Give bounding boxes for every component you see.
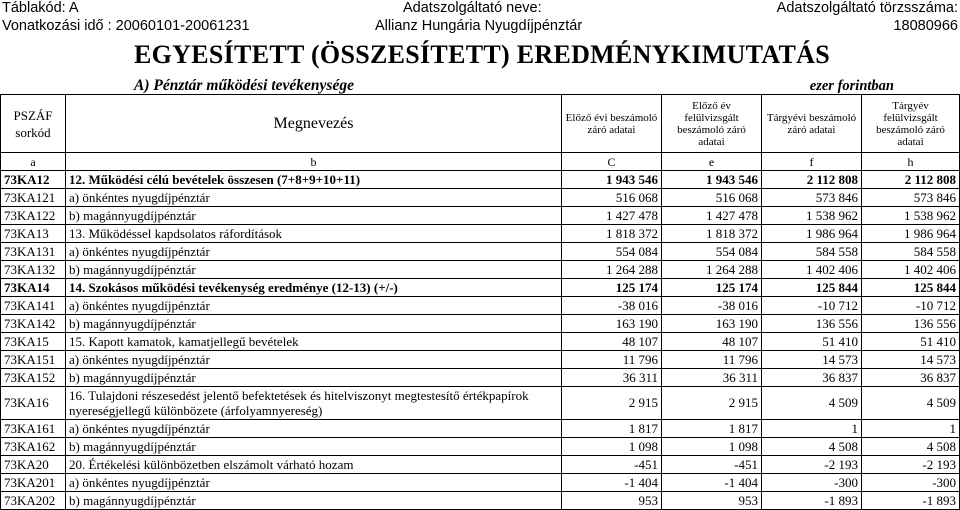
row-code: 73KA132 <box>1 261 66 279</box>
row-value-h: -10 712 <box>862 297 960 315</box>
row-value-f: 36 837 <box>762 369 862 387</box>
header-c: Előző évi beszámoló záró adatai <box>562 95 662 153</box>
row-value-c: 1 817 <box>562 420 662 438</box>
column-header-row <box>1 95 960 153</box>
row-value-e: 1 943 546 <box>662 171 762 189</box>
row-value-f: 4 508 <box>762 438 862 456</box>
row-value-e: -38 016 <box>662 297 762 315</box>
letter-c: C <box>562 153 662 171</box>
row-code: 73KA151 <box>1 351 66 369</box>
provider-name-value: Allianz Hungária Nyugdíjpénztár <box>375 18 583 34</box>
row-name: 15. Kapott kamatok, kamatjellegű bevételek <box>66 333 562 351</box>
reference-period: Vonatkozási idő : 20060101-20061231 <box>2 18 250 34</box>
row-value-e: 2 915 <box>662 387 762 420</box>
table-row <box>1 207 960 225</box>
row-value-c: 36 311 <box>562 369 662 387</box>
row-name: b) magánnyugdíjpénztár <box>66 492 562 510</box>
row-code: 73KA14 <box>1 279 66 297</box>
table-row <box>1 474 960 492</box>
row-name: a) önkéntes nyugdíjpénztár <box>66 189 562 207</box>
row-value-c: 1 427 478 <box>562 207 662 225</box>
table-row <box>1 225 960 243</box>
row-value-e: 1 817 <box>662 420 762 438</box>
row-code: 73KA141 <box>1 297 66 315</box>
row-code: 73KA131 <box>1 243 66 261</box>
row-value-h: 136 556 <box>862 315 960 333</box>
row-value-h: 51 410 <box>862 333 960 351</box>
row-value-e: 11 796 <box>662 351 762 369</box>
row-name: 16. Tulajdoni részesedést jelentő befektetések és hitelviszonyt megtestesítő értékpapírok nyereségjellegű különbözete (árfolyamnyereség) <box>66 387 562 420</box>
row-code: 73KA16 <box>1 387 66 420</box>
row-value-f: 125 844 <box>762 279 862 297</box>
row-value-e: 1 264 288 <box>662 261 762 279</box>
header-name: Megnevezés <box>66 95 562 153</box>
row-name: 20. Értékelési különbözetben elszámolt várható hozam <box>66 456 562 474</box>
row-value-e: -1 404 <box>662 474 762 492</box>
row-code: 73KA121 <box>1 189 66 207</box>
row-name: a) önkéntes nyugdíjpénztár <box>66 351 562 369</box>
row-name: 12. Működési célú bevételek összesen (7+8+9+10+11) <box>66 171 562 189</box>
row-value-c: -1 404 <box>562 474 662 492</box>
row-value-f: 14 573 <box>762 351 862 369</box>
table-row <box>1 243 960 261</box>
row-value-c: 1 098 <box>562 438 662 456</box>
row-name: a) önkéntes nyugdíjpénztár <box>66 243 562 261</box>
table-row <box>1 261 960 279</box>
row-value-f: -10 712 <box>762 297 862 315</box>
row-value-e: 953 <box>662 492 762 510</box>
row-value-h: 1 986 964 <box>862 225 960 243</box>
row-value-f: -300 <box>762 474 862 492</box>
header-h: Tárgyév felülvizsgált beszámoló záró adatai <box>862 95 960 153</box>
row-name: 14. Szokásos működési tevékenység eredménye (12-13) (+/-) <box>66 279 562 297</box>
row-value-c: -451 <box>562 456 662 474</box>
report-title: EGYESÍTETT (ÖSSZESÍTETT) EREDMÉNYKIMUTATÁS <box>134 40 831 69</box>
header-e: Előző év felülvizsgált beszámoló záró adatai <box>662 95 762 153</box>
row-value-e: 125 174 <box>662 279 762 297</box>
provider-name-label: Adatszolgáltató neve: <box>403 0 542 16</box>
row-value-c: 163 190 <box>562 315 662 333</box>
letter-f: f <box>762 153 862 171</box>
row-value-c: 1 264 288 <box>562 261 662 279</box>
table-row <box>1 438 960 456</box>
row-value-c: 953 <box>562 492 662 510</box>
row-code: 73KA13 <box>1 225 66 243</box>
row-code: 73KA201 <box>1 474 66 492</box>
table-row <box>1 171 960 189</box>
row-code: 73KA152 <box>1 369 66 387</box>
table-row <box>1 420 960 438</box>
row-value-h: 1 <box>862 420 960 438</box>
row-value-e: 516 068 <box>662 189 762 207</box>
row-value-h: 36 837 <box>862 369 960 387</box>
row-value-e: 1 427 478 <box>662 207 762 225</box>
table-row <box>1 387 960 420</box>
table-row <box>1 492 960 510</box>
row-name: a) önkéntes nyugdíjpénztár <box>66 474 562 492</box>
row-value-f: 1 986 964 <box>762 225 862 243</box>
row-name: b) magánnyugdíjpénztár <box>66 261 562 279</box>
row-name: 13. Működéssel kapdsolatos ráfordítások <box>66 225 562 243</box>
row-value-h: 125 844 <box>862 279 960 297</box>
letter-h: h <box>862 153 960 171</box>
letter-a: a <box>1 153 66 171</box>
row-code: 73KA162 <box>1 438 66 456</box>
row-value-f: 573 846 <box>762 189 862 207</box>
row-value-e: 1 818 372 <box>662 225 762 243</box>
row-value-h: -2 193 <box>862 456 960 474</box>
currency-unit: ezer forintban <box>809 78 894 94</box>
row-value-f: 1 <box>762 420 862 438</box>
row-value-f: -2 193 <box>762 456 862 474</box>
provider-id-value: 18080966 <box>893 18 958 34</box>
row-value-f: 4 509 <box>762 387 862 420</box>
provider-id-label: Adatszolgáltató törzsszáma: <box>776 0 958 16</box>
table-row <box>1 333 960 351</box>
row-value-h: 1 402 406 <box>862 261 960 279</box>
table-row <box>1 315 960 333</box>
letter-e: e <box>662 153 762 171</box>
row-value-c: -38 016 <box>562 297 662 315</box>
row-value-c: 48 107 <box>562 333 662 351</box>
table-row <box>1 279 960 297</box>
row-name: b) magánnyugdíjpénztár <box>66 369 562 387</box>
row-value-f: 584 558 <box>762 243 862 261</box>
row-value-e: -451 <box>662 456 762 474</box>
row-value-e: 163 190 <box>662 315 762 333</box>
row-code: 73KA161 <box>1 420 66 438</box>
row-value-e: 36 311 <box>662 369 762 387</box>
row-name: b) magánnyugdíjpénztár <box>66 438 562 456</box>
row-code: 73KA142 <box>1 315 66 333</box>
row-value-c: 516 068 <box>562 189 662 207</box>
header-code: PSZÁF sorkód <box>1 95 66 153</box>
report-subtitle: A) Pénztár működési tevékenysége <box>134 77 354 94</box>
row-value-h: 2 112 808 <box>862 171 960 189</box>
income-statement-table <box>0 94 960 510</box>
table-code-label: Táblakód: A <box>2 0 79 16</box>
column-letter-row <box>1 153 960 171</box>
row-value-f: -1 893 <box>762 492 862 510</box>
header-meta-row-2 <box>0 16 960 36</box>
row-value-c: 1 818 372 <box>562 225 662 243</box>
letter-b: b <box>66 153 562 171</box>
row-value-f: 51 410 <box>762 333 862 351</box>
row-value-c: 125 174 <box>562 279 662 297</box>
row-name: b) magánnyugdíjpénztár <box>66 207 562 225</box>
row-value-c: 1 943 546 <box>562 171 662 189</box>
row-code: 73KA122 <box>1 207 66 225</box>
row-value-f: 1 402 406 <box>762 261 862 279</box>
table-row <box>1 297 960 315</box>
row-value-e: 48 107 <box>662 333 762 351</box>
row-value-c: 2 915 <box>562 387 662 420</box>
row-value-h: 584 558 <box>862 243 960 261</box>
row-code: 73KA20 <box>1 456 66 474</box>
row-value-e: 554 084 <box>662 243 762 261</box>
row-value-f: 136 556 <box>762 315 862 333</box>
row-name: b) magánnyugdíjpénztár <box>66 315 562 333</box>
table-row <box>1 456 960 474</box>
header-f: Tárgyévi beszámoló záró adatai <box>762 95 862 153</box>
row-code: 73KA12 <box>1 171 66 189</box>
row-value-f: 1 538 962 <box>762 207 862 225</box>
row-value-h: 573 846 <box>862 189 960 207</box>
row-code: 73KA15 <box>1 333 66 351</box>
row-code: 73KA202 <box>1 492 66 510</box>
row-value-h: 4 509 <box>862 387 960 420</box>
row-value-h: -300 <box>862 474 960 492</box>
row-value-c: 554 084 <box>562 243 662 261</box>
row-name: a) önkéntes nyugdíjpénztár <box>66 420 562 438</box>
row-value-h: -1 893 <box>862 492 960 510</box>
row-value-e: 1 098 <box>662 438 762 456</box>
table-row <box>1 369 960 387</box>
row-value-h: 4 508 <box>862 438 960 456</box>
table-row <box>1 189 960 207</box>
row-value-f: 2 112 808 <box>762 171 862 189</box>
row-value-c: 11 796 <box>562 351 662 369</box>
row-value-h: 1 538 962 <box>862 207 960 225</box>
row-name: a) önkéntes nyugdíjpénztár <box>66 297 562 315</box>
table-row <box>1 351 960 369</box>
row-value-h: 14 573 <box>862 351 960 369</box>
